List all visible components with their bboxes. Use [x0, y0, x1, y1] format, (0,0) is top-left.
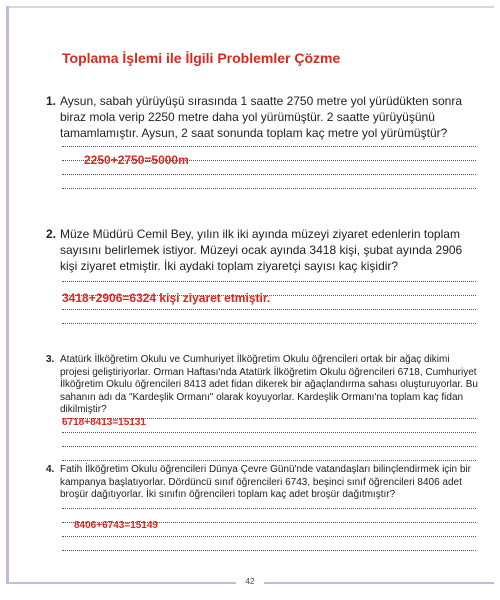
question-text: Atatürk İlköğretim Okulu ve Cumhuriyet İlköğretim Okulu öğrencileri ortak bir ağaç dikimi projesi geliştiriyorlar. Orman Haftası'nda Atatürk İlköğretim Okulu öğrencileri 6718, Cumhuriyet İlköğretim Okulu öğrencileri 8413 adet fidan dikerek bir ağaçlandırma sahası oluşturuyorlar. Bu sahanın adı da "Kardeşlik Ormanı" olarak koyuyorlar. Kardeşlik Ormanı'na toplam kaç fidan dikilmiştir?	[60, 354, 478, 415]
page-left-border	[6, 6, 9, 584]
handwritten-answer-3: 6718+8413=15131	[62, 417, 146, 428]
question-text: Fatih İlköğretim Okulu öğrencileri Dünya Çevre Günü'nde vatandaşları bilinçlendirmek için bir kampanya başlatıyorlar. Dördüncü sınıf öğrencileri 6743, beşinci sınıf öğrencileri 8406 adet broşür dağıtıyorlar. İki sınıfın öğrencileri toplam kaç adet broşür dağıtmıştır?	[60, 464, 471, 500]
handwritten-answer-2: 3418+2906=6324 kişi ziyaret etmiştir.	[62, 291, 271, 305]
question-text: Müze Müdürü Cemil Bey, yılın ilk iki ayında müzeyi ziyaret edenlerin toplam sayısını belirlemek istiyor. Müzeyi ocak ayında 3418 kişi, şubat ayında 2906 kişi ziyaret etmiştir. İki aydaki toplam ziyaretçi sayısı kaç kişidir?	[60, 227, 463, 273]
handwritten-answer-1: 2250+2750=5000m	[84, 153, 189, 167]
question-number: 4.	[46, 464, 55, 475]
page-top-border	[6, 6, 494, 8]
question-number: 1.	[46, 94, 57, 108]
question-number: 3.	[46, 354, 55, 365]
question-number: 2.	[46, 227, 57, 241]
question-text: Aysun, sabah yürüyüşü sırasında 1 saatte 2750 metre yol yürüdükten sonra biraz mola verip 2250 metre daha yol yürümüştür. 2 saatte yürüyüşünü tamamlamıştır. Aysun, 2 saat sonunda toplam kaç metre yol yürümüştür?	[60, 94, 463, 140]
answer-lines-4	[62, 508, 476, 564]
answer-lines-2	[62, 281, 476, 337]
page-number: 42	[236, 576, 264, 588]
handwritten-answer-4: 8406+6743=15149	[74, 520, 158, 531]
page-title: Toplama İşlemi ile İlgili Problemler Çözme	[62, 50, 341, 66]
